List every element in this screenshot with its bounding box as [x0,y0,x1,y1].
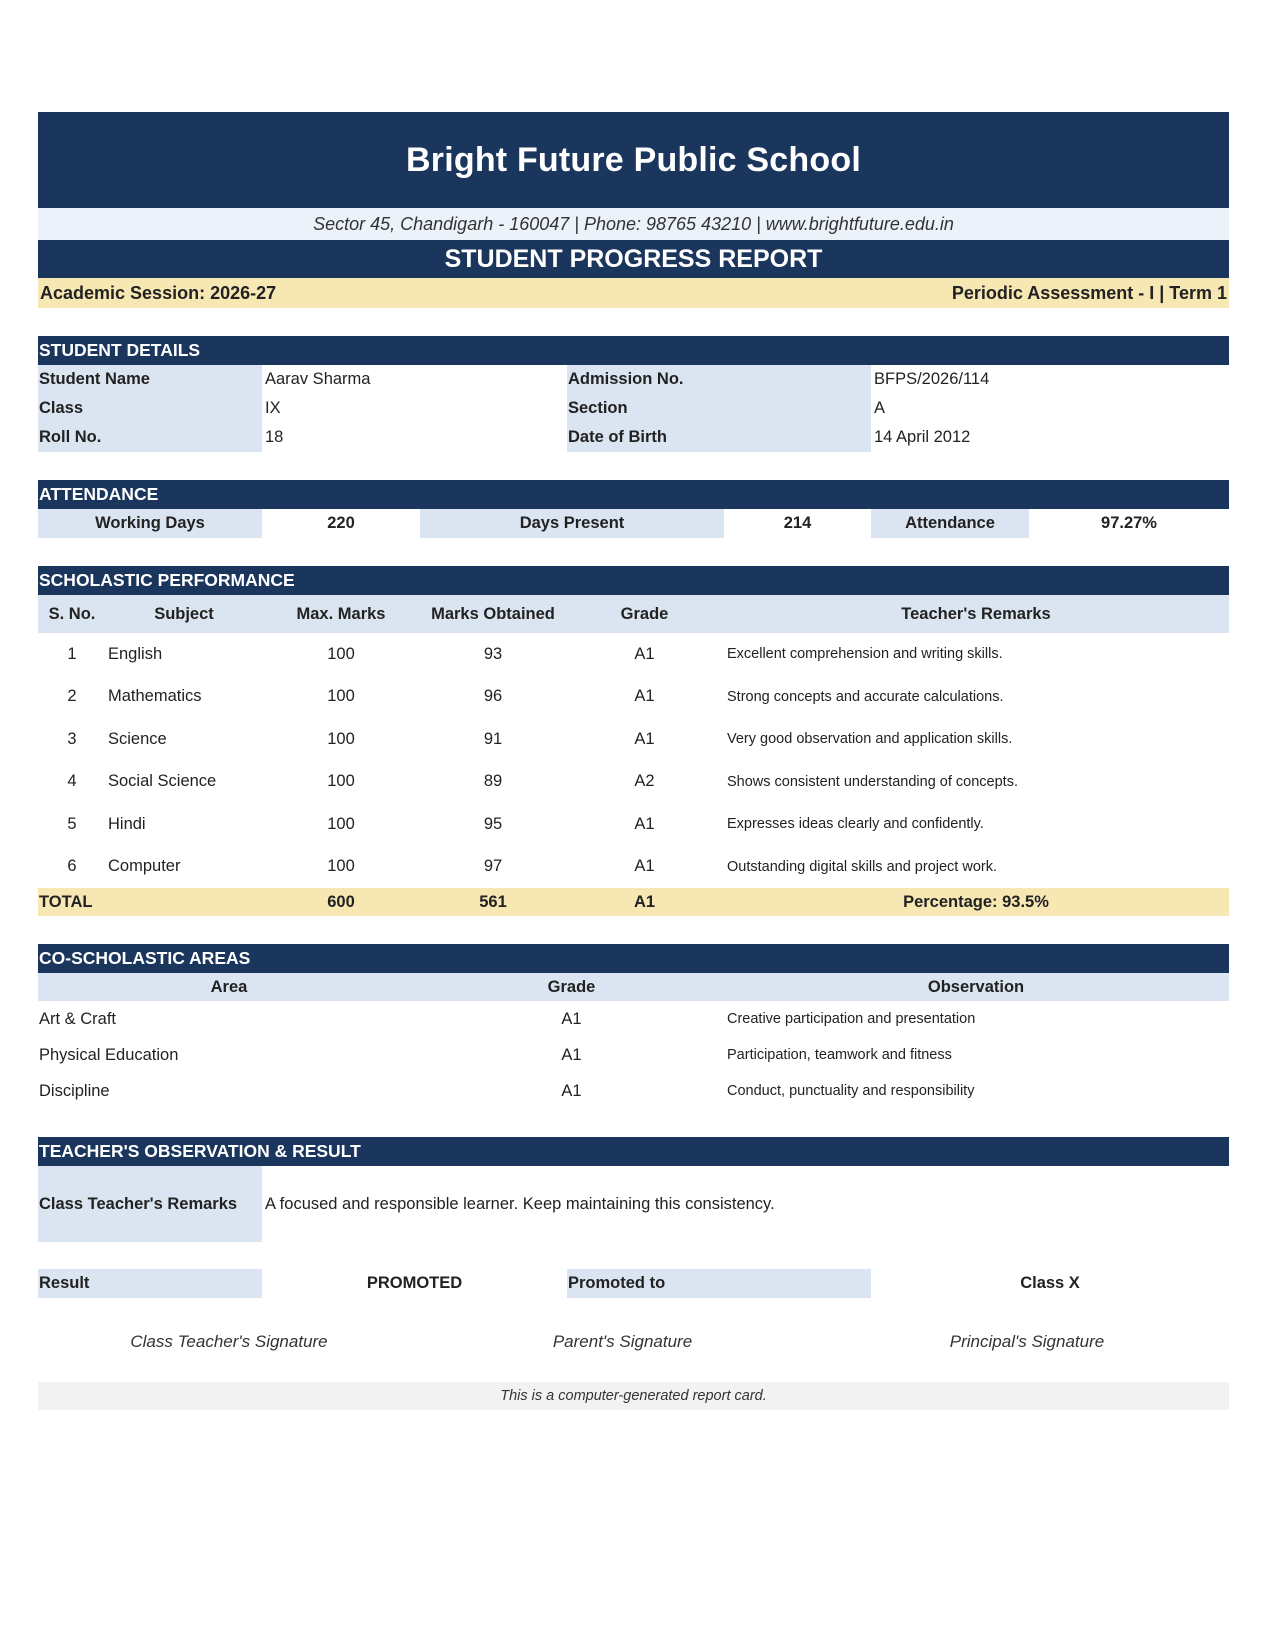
list-item [38,1037,1229,1073]
total-max: 600 [327,892,355,911]
school-contact: Sector 45, Chandigarh - 160047 | Phone: 98765 43210 | www.brightfuture.edu.in [38,208,1229,240]
scholastic-header: SCHOLASTIC PERFORMANCE [38,566,1229,595]
row-max-marks: 100 [327,729,355,748]
table-row [38,803,1229,846]
promoted-to-value: Class X [1020,1274,1080,1292]
col-observation: Observation [927,977,1025,996]
table-row [38,676,1229,719]
signature-row [38,1327,1229,1357]
class-value: IX [265,399,281,417]
result-row [38,1269,1229,1298]
row-sno: 6 [67,857,77,876]
col-max-marks: Max. Marks [296,604,386,623]
section-label: Section [567,394,871,423]
row-subject: Social Science [108,772,217,791]
admission-no-label: Admission No. [567,365,871,394]
row-marks-obtained: 89 [483,772,503,791]
row-grade: A1 [634,814,655,833]
table-row [38,718,1229,761]
footer-note: This is a computer-generated report card. [38,1382,1229,1410]
academic-session: Academic Session: 2026-27 [40,282,277,303]
session-bar [38,278,1229,308]
student-details-header: STUDENT DETAILS [38,336,1229,365]
scholastic-total-row [38,888,1229,916]
roll-no-value: 18 [265,428,284,446]
row-subject: Hindi [108,814,146,833]
dob-label: Date of Birth [567,423,871,452]
row-subject: English [108,644,163,663]
col-co-grade: Grade [547,977,596,996]
section-value: A [874,399,886,417]
row-marks-obtained: 97 [483,857,503,876]
days-present-value: 214 [783,514,812,532]
class-teacher-signature: Class Teacher's Signature [130,1332,328,1351]
principal-signature: Principal's Signature [949,1332,1105,1351]
days-present-label: Days Present [420,509,724,538]
row-remarks: Excellent comprehension and writing skills. [727,646,1003,663]
row-remarks: Very good observation and application skills. [727,731,1013,748]
row-subject: Computer [108,857,181,876]
row-subject: Mathematics [108,687,202,706]
co-area: Art & Craft [39,1009,117,1028]
co-area: Discipline [39,1081,110,1100]
table-row [38,846,1229,889]
row-sno: 4 [67,772,77,791]
row-marks-obtained: 93 [483,644,503,663]
row-grade: A1 [634,687,655,706]
student-details-row [38,423,1229,452]
col-grade: Grade [620,604,669,623]
table-row [38,761,1229,804]
promoted-to-label: Promoted to [567,1269,871,1298]
report-title: STUDENT PROGRESS REPORT [38,240,1229,278]
attendance-header: ATTENDANCE [38,480,1229,509]
row-grade: A2 [634,772,655,791]
total-label: TOTAL [39,892,93,911]
row-grade: A1 [634,729,655,748]
total-percentage: Percentage: 93.5% [903,892,1049,911]
admission-no-value: BFPS/2026/114 [874,370,990,388]
result-value: PROMOTED [366,1274,463,1292]
working-days-label: Working Days [38,509,262,538]
row-subject: Science [108,729,167,748]
co-area: Physical Education [39,1045,179,1064]
col-area: Area [210,977,248,996]
attendance-label: Attendance [871,509,1029,538]
table-row [38,633,1229,676]
row-max-marks: 100 [327,814,355,833]
row-max-marks: 100 [327,772,355,791]
row-max-marks: 100 [327,687,355,706]
result-label: Result [38,1269,262,1298]
col-subject: Subject [154,604,214,623]
row-sno: 3 [67,729,77,748]
co-scholastic-header: CO-SCHOLASTIC AREAS [38,944,1229,973]
row-grade: A1 [634,644,655,663]
list-item [38,1001,1229,1037]
col-remarks: Teacher's Remarks [901,604,1051,623]
row-remarks: Strong concepts and accurate calculations. [727,688,1004,705]
school-name: Bright Future Public School [38,112,1229,208]
co-grade: A1 [561,1009,582,1028]
attendance-row [38,509,1229,538]
co-scholastic-table-header [38,973,1229,1001]
attendance-value: 97.27% [1101,514,1157,532]
row-sno: 1 [67,644,77,663]
row-max-marks: 100 [327,857,355,876]
class-teacher-remarks-label: Class Teacher's Remarks [38,1166,262,1242]
student-name-value: Aarav Sharma [265,370,371,388]
roll-no-label: Roll No. [38,423,262,452]
assessment-term: Periodic Assessment - I | Term 1 [951,282,1227,303]
co-observation: Creative participation and presentation [727,1011,976,1027]
row-grade: A1 [634,857,655,876]
scholastic-table-header [38,595,1229,633]
parent-signature: Parent's Signature [552,1332,693,1351]
row-marks-obtained: 96 [483,687,503,706]
row-sno: 2 [67,687,77,706]
student-name-label: Student Name [38,365,262,394]
row-remarks: Outstanding digital skills and project work. [727,858,997,875]
dob-value: 14 April 2012 [874,428,971,446]
list-item [38,1073,1229,1109]
col-sno: S. No. [48,604,96,623]
col-marks-obtained: Marks Obtained [431,604,555,623]
co-observation: Participation, teamwork and fitness [727,1047,952,1063]
student-details-row [38,365,1229,394]
row-sno: 5 [67,814,77,833]
total-grade: A1 [633,892,656,911]
row-marks-obtained: 95 [483,814,503,833]
student-details-row [38,394,1229,423]
row-max-marks: 100 [327,644,355,663]
teacher-remarks-row [38,1166,1229,1242]
class-teacher-remarks: A focused and responsible learner. Keep maintaining this consistency. [265,1194,775,1213]
class-label: Class [38,394,262,423]
row-remarks: Shows consistent understanding of concepts. [727,773,1018,790]
row-marks-obtained: 91 [483,729,503,748]
working-days-value: 220 [327,514,355,532]
row-remarks: Expresses ideas clearly and confidently. [727,816,984,833]
report-card [38,112,1229,1410]
observation-header: TEACHER'S OBSERVATION & RESULT [38,1137,1229,1166]
co-grade: A1 [561,1081,582,1100]
co-observation: Conduct, punctuality and responsibility [727,1083,975,1099]
co-grade: A1 [561,1045,582,1064]
total-obtained: 561 [479,892,507,911]
